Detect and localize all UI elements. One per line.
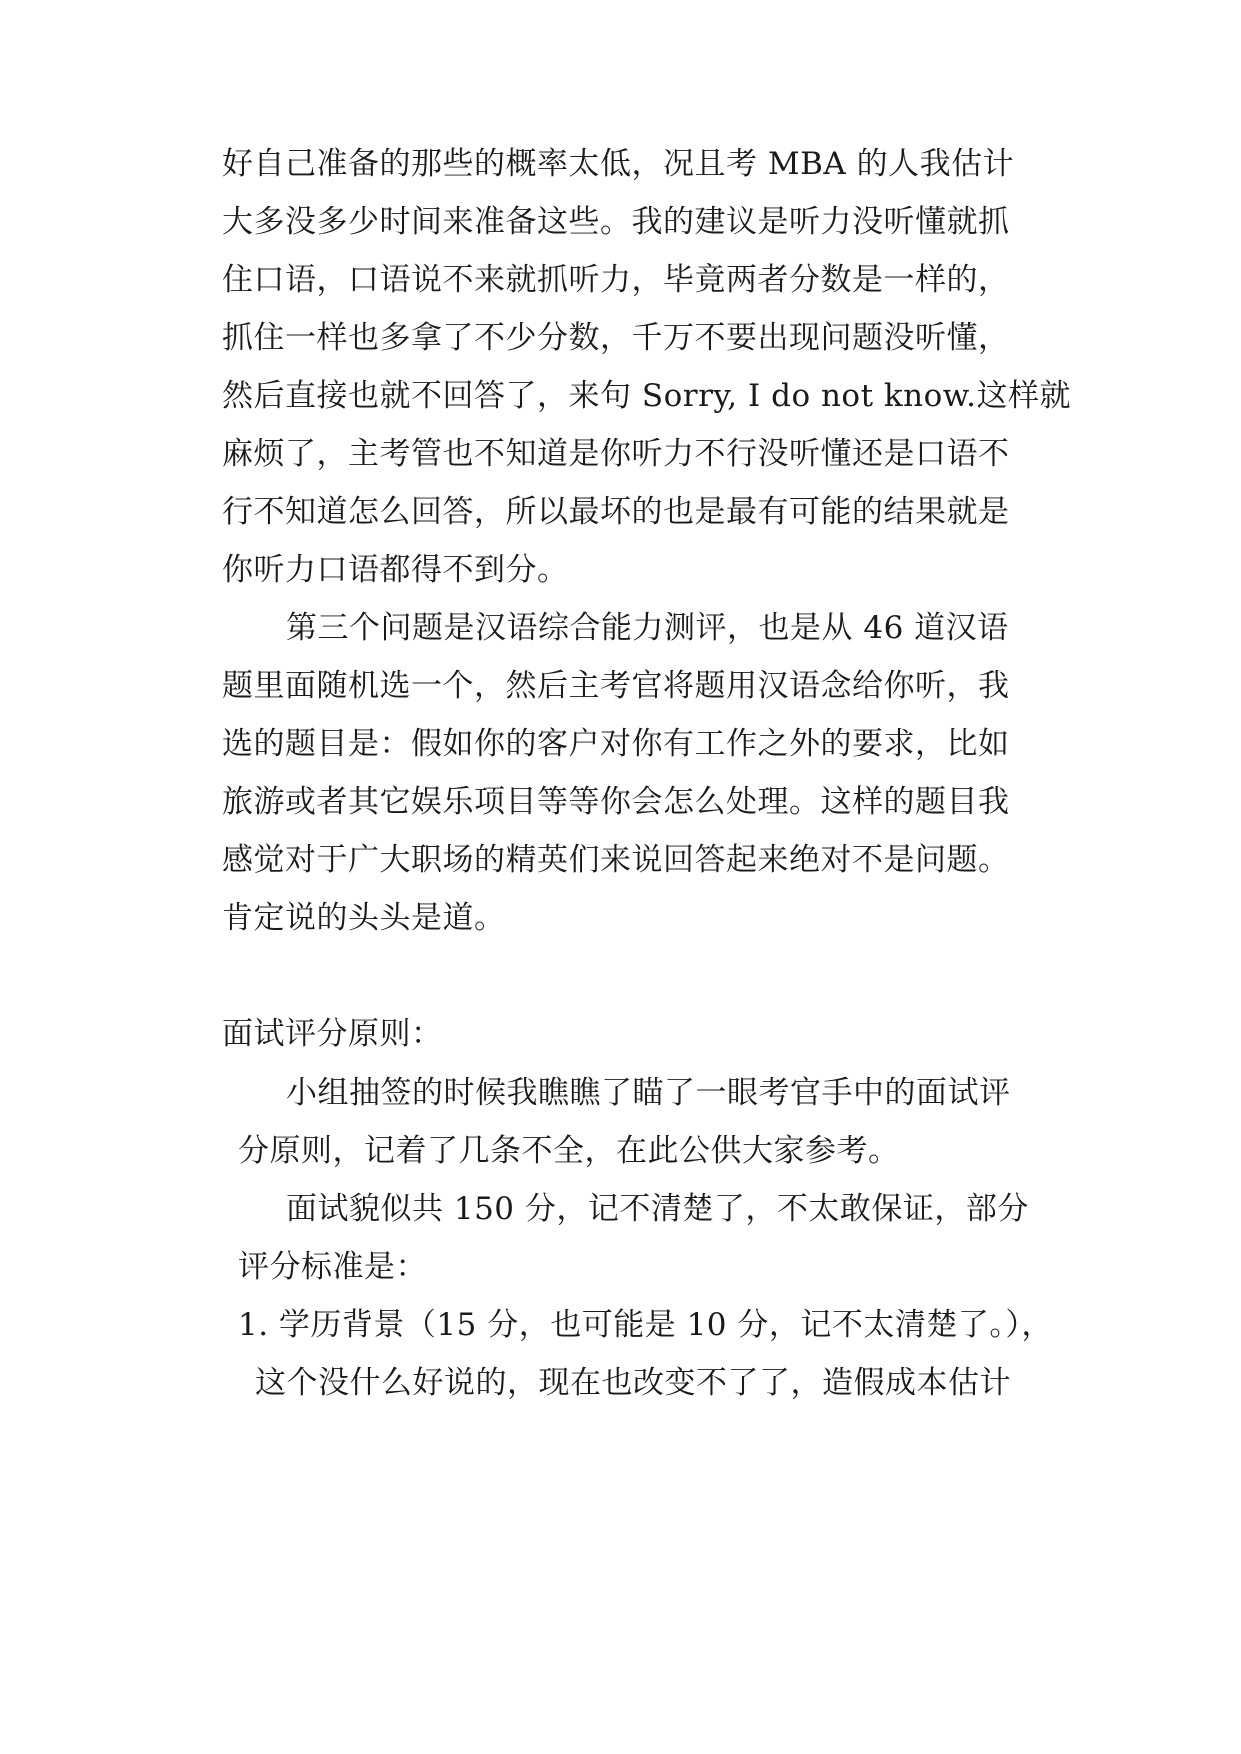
paragraph-2-line-4: 旅游或者其它娱乐项目等等你会怎么处理。这样的题目我 (222, 784, 1010, 820)
paragraph-3-line-2: 分原则，记着了几条不全，在此公供大家参考。 (238, 1133, 900, 1169)
paragraph-2-line-3: 选的题目是：假如你的客户对你有工作之外的要求，比如 (222, 726, 1010, 762)
paragraph-3-line-1: 小组抽签的时候我瞧瞧了瞄了一眼考官手中的面试评 (286, 1075, 1011, 1111)
paragraph-2-line-6: 肯定说的头头是道。 (222, 900, 506, 936)
list-item-1-line-2: 这个没什么好说的，现在也改变不了了，造假成本估计 (255, 1365, 1011, 1401)
paragraph-4-line-1: 面试貌似共 150 分，记不清楚了，不太敢保证，部分 (286, 1191, 1029, 1227)
paragraph-1-line-7: 行不知道怎么回答，所以最坏的也是最有可能的结果就是 (222, 494, 1010, 530)
paragraph-1-line-4: 抓住一样也多拿了不少分数，千万不要出现问题没听懂， (222, 320, 1010, 356)
paragraph-1-line-1: 好自己准备的那些的概率太低，况且考 MBA 的人我估计 (222, 146, 1015, 182)
paragraph-1-line-3: 住口语，口语说不来就抓听力，毕竟两者分数是一样的， (222, 262, 1010, 298)
list-item-1-line-1: 1. 学历背景（15 分，也可能是 10 分，记不太清楚了。）， (238, 1307, 1053, 1343)
paragraph-1-line-5: 然后直接也就不回答了，来句 Sorry, I do not know.这样就 (222, 378, 1072, 414)
paragraph-1-line-6: 麻烦了，主考管也不知道是你听力不行没听懂还是口语不 (222, 436, 1010, 472)
paragraph-2-line-1: 第三个问题是汉语综合能力测评，也是从 46 道汉语 (286, 610, 1009, 646)
paragraph-2-line-2: 题里面随机选一个，然后主考官将题用汉语念给你听，我 (222, 668, 1010, 704)
paragraph-2-line-5: 感觉对于广大职场的精英们来说回答起来绝对不是问题。 (222, 842, 1010, 878)
paragraph-4-line-2: 评分标准是： (238, 1249, 427, 1285)
section-heading: 面试评分原则： (222, 1016, 443, 1052)
paragraph-1-line-8: 你听力口语都得不到分。 (222, 552, 569, 588)
paragraph-1-line-2: 大多没多少时间来准备这些。我的建议是听力没听懂就抓 (222, 204, 1010, 240)
